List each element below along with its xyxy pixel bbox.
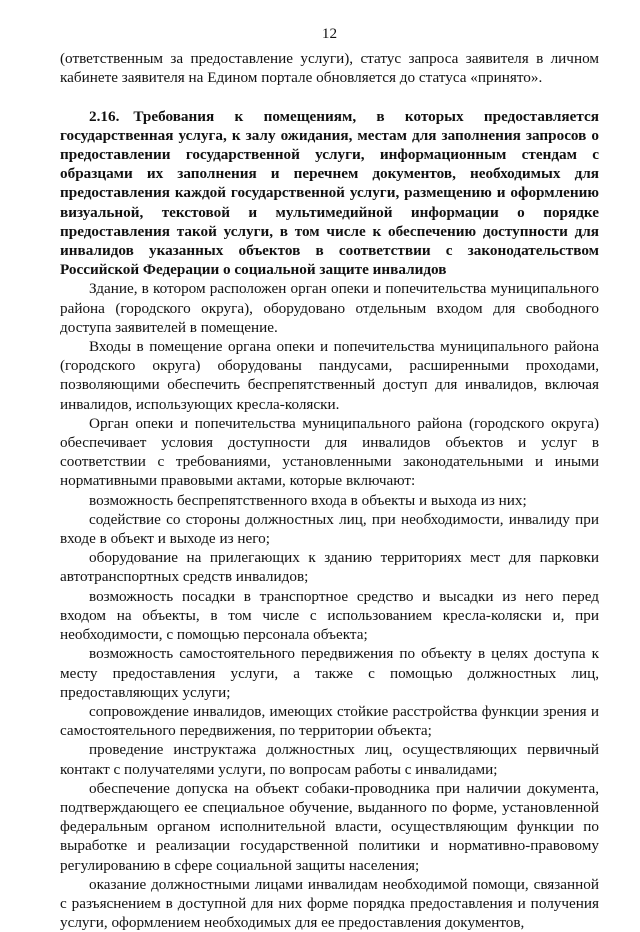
list-item: оборудование на прилегающих к зданию территориях мест для парковки автотранспортных средств инвалидов; (60, 549, 599, 586)
list-item: проведение инструктажа должностных лиц, осуществляющих первичный контакт с получателями услуги, по вопросам работы с инвалидами; (60, 741, 599, 778)
list-item: возможность посадки в транспортное средство и высадки из него перед входом на объекты, в том числе с использованием кресла-коляски и, при необходимости, с помощью персонала объекта; (60, 587, 599, 644)
page-number: 12 (321, 25, 338, 42)
list-item: сопровождение инвалидов, имеющих стойкие расстройства функции зрения и самостоятельного передвижения, по территории объекта; (60, 702, 599, 740)
paragraph-accessibility-conditions: Орган опеки и попечительства муниципального района (городского округа) обеспечивает условия доступности для инвалидов объектов и услуг в соответствии с требованиями, установленными законодательными и иными нормативными правовыми актами, которые включают: (60, 414, 599, 490)
list-item: оказание должностными лицами инвалидам необходимой помощи, связанной с разъяснением в доступной для них форме порядка предоставления и получения услуги, оформлением необходимых для ее предоставления документов, (60, 875, 599, 932)
list-item: обеспечение допуска на объект собаки-проводника при наличии документа, подтверждающего ее специальное обучение, выданного по форме, установленной федеральным органом исполнительной власти, осуществляющим функции по выработке и реализации государственной политики и нормативно-правовому регулированию в сфере социальной защиты населения; (60, 779, 599, 874)
section-heading (60, 107, 599, 280)
list-item: возможность беспрепятственного входа в объекты и выхода из них; (89, 491, 527, 509)
list-item: возможность самостоятельного передвижения по объекту в целях доступа к месту предоставления услуги, а также с помощью должностных лиц, предоставляющих услуги; (60, 645, 599, 701)
list-item: содействие со стороны должностных лиц, при необходимости, инвалиду при входе в объект и выходе из него; (60, 510, 599, 548)
section-title: Требования к помещениям, в которых предоставляется государственная услуга, к залу ожидания, местам для заполнения запросов о предоставлении государственной услуги, информационным стендам с образцами их заполнения и перечнем документов, необходимых для предоставления каждой государственной услуги, размещению и оформлению визуальной, текстовой и мультимедийной информации о порядке предоставления такой услуги, в том числе к обеспечению доступности для инвалидов указанных объектов в соответствии с законодательством Российской Федерации о социальной защите инвалидов (60, 107, 599, 279)
document-page (60, 24, 599, 932)
paragraph-entrances: Входы в помещение органа опеки и попечительства муниципального района (городского округа) оборудованы пандусами, расширенными проходами, позволяющими обеспечить беспрепятственный доступ для инвалидов, включая инвалидов, использующих кресла-коляски. (60, 338, 599, 413)
continued-paragraph: (ответственным за предоставление услуги), статус запроса заявителя в личном кабинете заявителя на Едином портале обновляется до статуса «принято». (60, 50, 599, 87)
paragraph-building: Здание, в котором расположен орган опеки и попечительства муниципального района (городского округа), оборудовано отдельным входом для свободного доступа заявителей в помещение. (60, 280, 599, 336)
section-number: 2.16. (89, 107, 120, 125)
